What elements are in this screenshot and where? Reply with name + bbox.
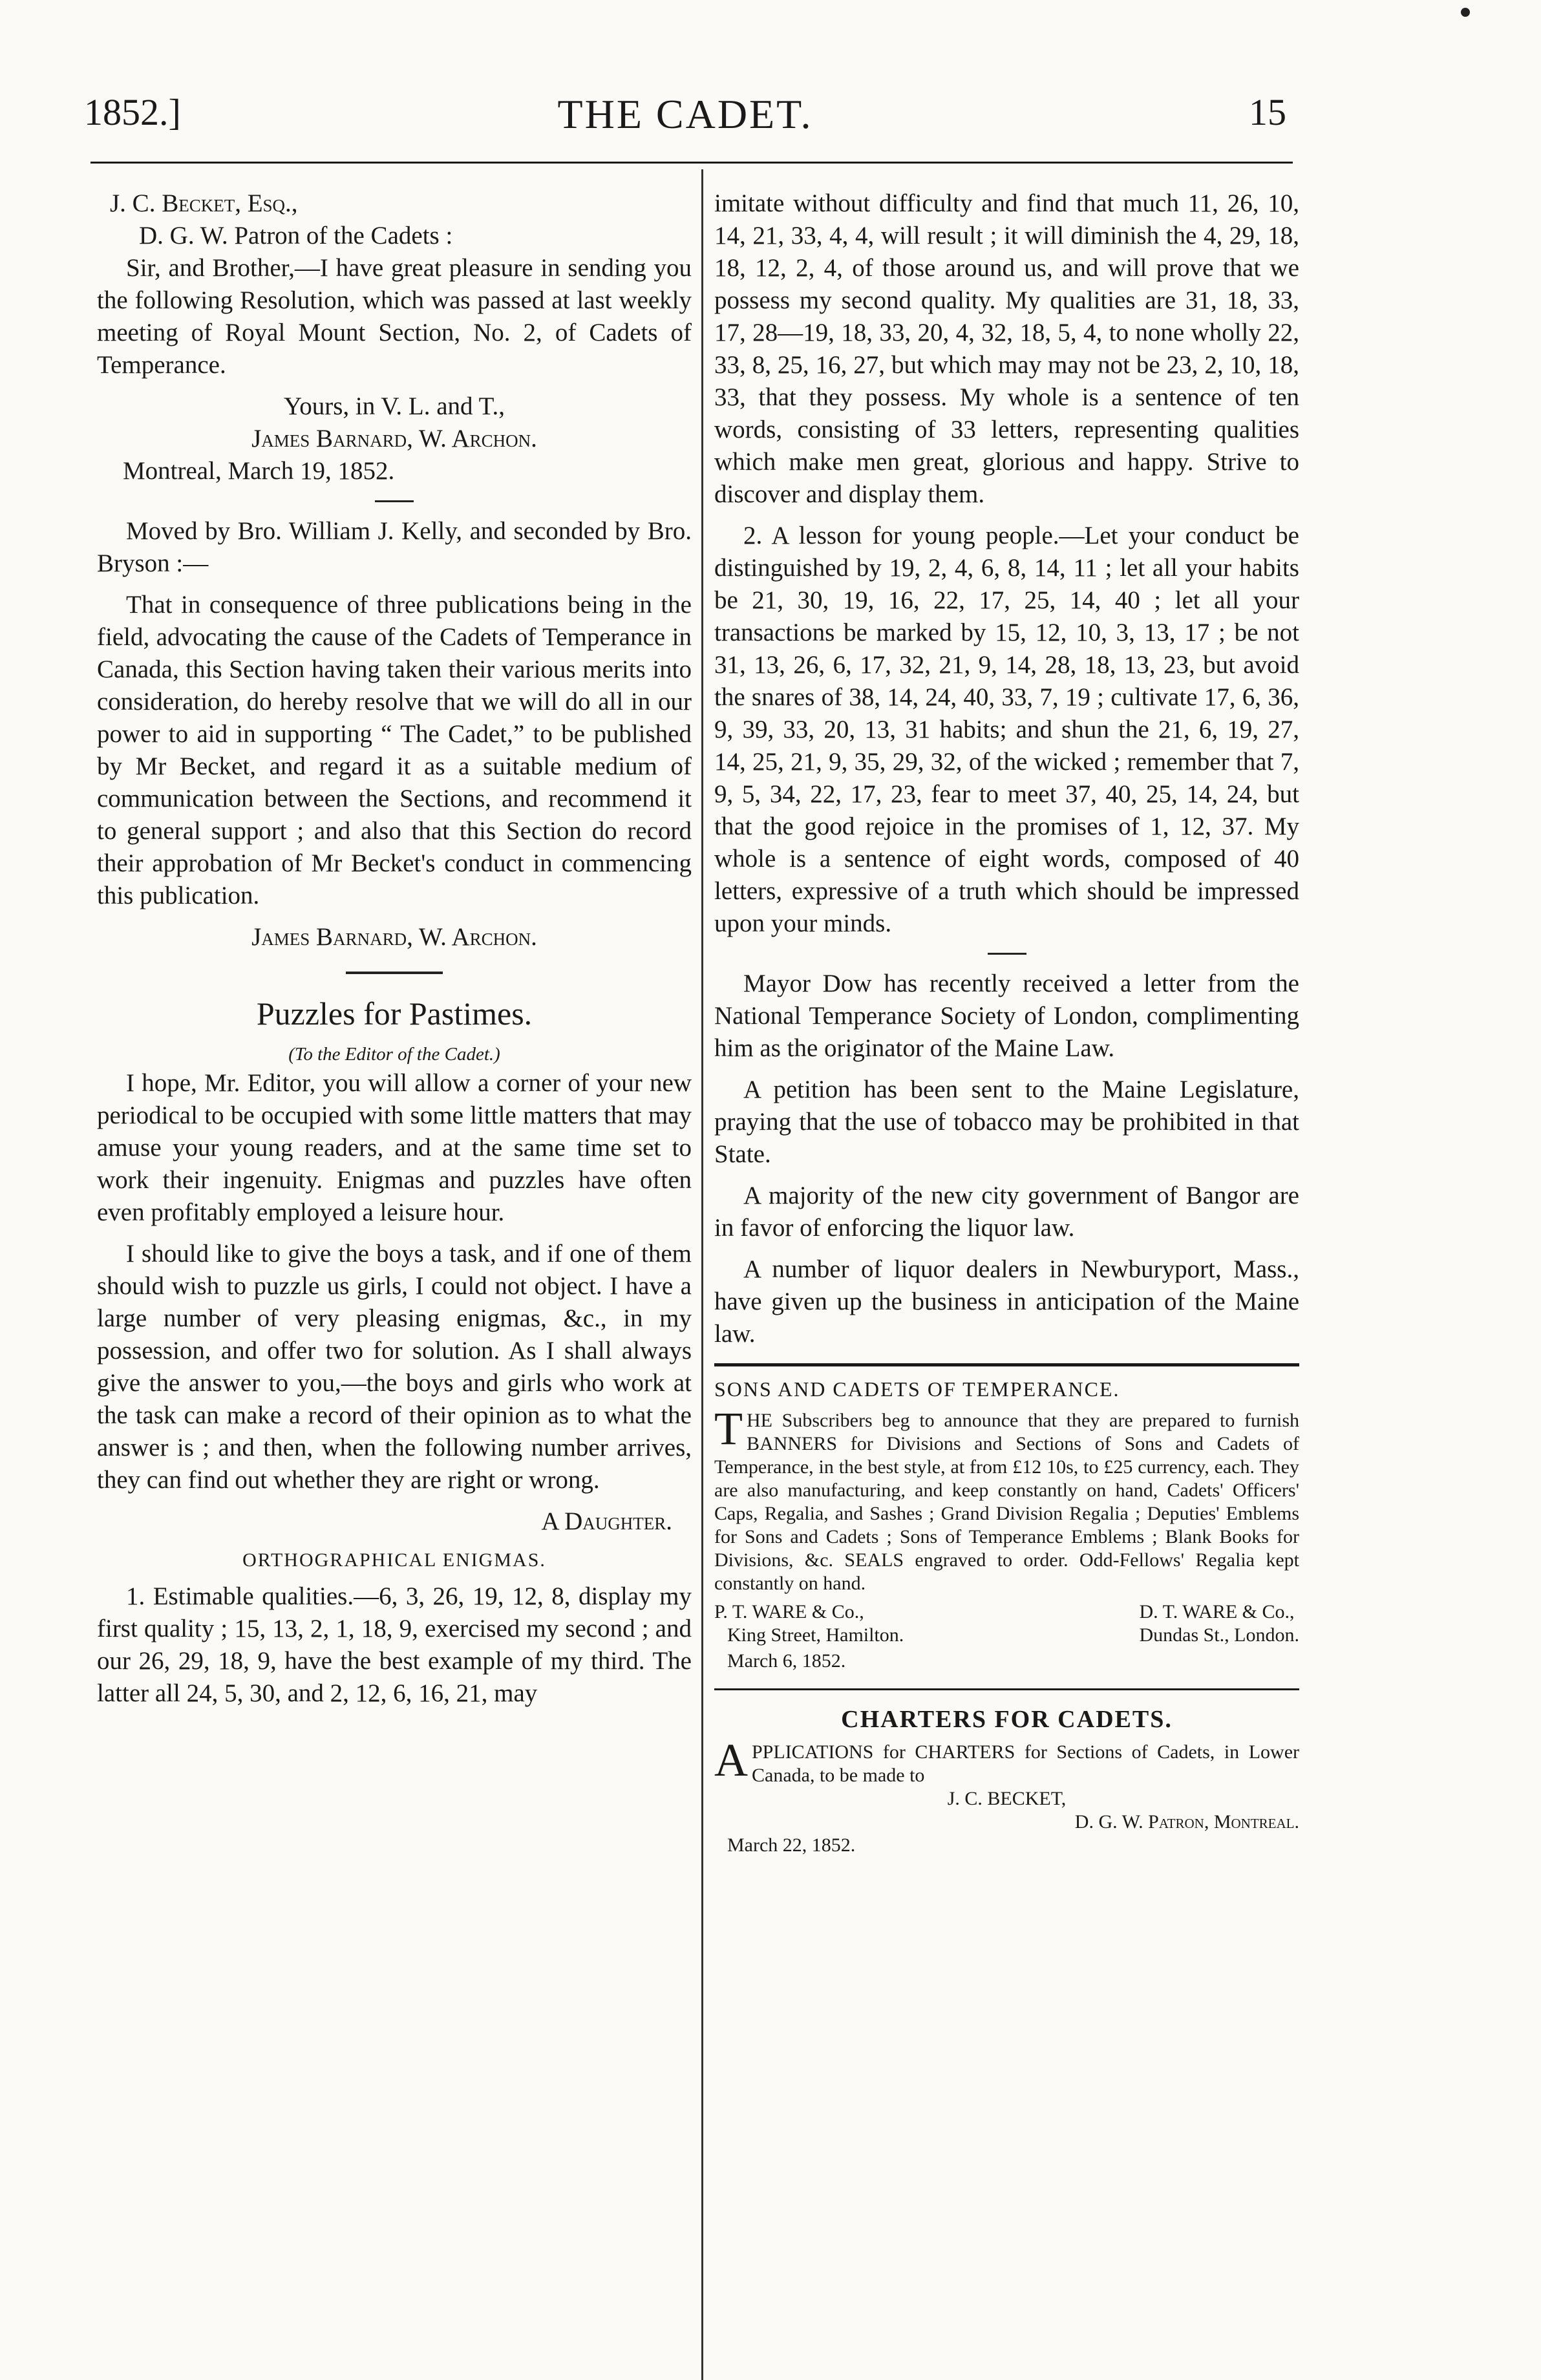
ad-sons-cadets-heading: SONS AND CADETS OF TEMPERANCE. (714, 1377, 1120, 1401)
header-rule (90, 162, 1293, 164)
ad-date: March 6, 1852. (727, 1650, 846, 1672)
news-item: A majority of the new city government of Bangor are in favor of enforcing the liquor law. (714, 1182, 1299, 1242)
advertisement-rule (714, 1688, 1299, 1690)
letter-body: Sir, and Brother,—I have great pleasure in sending you the following Resolution, which was passed at last weekly meeting of Royal Mount Section, No. 2, of Cadets of Temperance. (97, 254, 692, 379)
enigma-1-start: 1. Estimable qualities.—6, 3, 26, 19, 12, 8, display my first quality ; 15, 13, 2, 1, 18, 9, exercised my second ; and our 26, 29, 18, 9, have the best example of my third. The latter all 24, 5, 30, and 2, 12, 6, 16, 21, may (97, 1582, 692, 1707)
ad-dropcap: A (714, 1734, 748, 1786)
header-year: 1852.] (84, 91, 181, 133)
column-divider (701, 169, 703, 2380)
resolution-signature: James Barnard, W. Archon. (251, 923, 537, 951)
ad-charters-sign-2: D. G. W. Patron, Montreal. (1074, 1811, 1299, 1833)
header-page-number: 15 (1249, 91, 1286, 133)
news-item: A number of liquor dealers in Newburyport, Mass., have given up the business in anticipation of the Maine law. (714, 1255, 1299, 1348)
enigmas-heading: ORTHOGRAPHICAL ENIGMAS. (242, 1549, 546, 1571)
ad-charters-date: March 22, 1852. (727, 1834, 856, 1856)
header-title: THE CADET. (557, 91, 813, 137)
enigma-2: 2. A lesson for young people.—Let your conduct be distinguished by 19, 2, 4, 6, 8, 14, 11 ; let all your habits be 21, 30, 19, 16, 22, 17, 25, 14, 40 ; let all your transactions be marked by 15, 12, 10, 3, 13, 17 ; be not 31, 13, 26, 6, 17, 32, 21, 9, 14, 28, 18, 13, 23, but avoid the snares of 38, 14, 24, 40, 33, 7, 19 ; cultivate 17, 6, 36, 9, 39, 33, 20, 13, 31 habits; and shun the 21, 6, 19, 27, 14, 25, 21, 9, 35, 29, 32, of the wicked ; remember that 7, 9, 5, 34, 22, 17, 23, fear to meet 37, 40, 25, 14, 24, but that the good rejoice in the promises of 1, 12, 37. My whole is a sentence of eight words, composed of 40 letters, expressive of a truth which should be impressed upon your minds. (714, 522, 1299, 937)
ad-charters-text: PPLICATIONS for CHARTERS for Sections of Cadets, in Lower Canada, to be made to (752, 1741, 1299, 1786)
ad-signatures (714, 1600, 1299, 1647)
puzzles-paragraph-1: I hope, Mr. Editor, you will allow a corner of your new periodical to be occupied with some little matters that may amuse your young readers, and at the same time set to work their ingenuity. Enigmas and puzzles have often even profitably employed a leisure hour. (97, 1069, 692, 1226)
letter-addressee-1: J. C. Becket, Esq., (110, 189, 298, 217)
ad-charters-body (714, 1734, 1299, 1787)
ad-sign-left-2: King Street, Hamilton. (727, 1624, 904, 1646)
news-item: A petition has been sent to the Maine Legislature, praying that the use of tobacco may be prohibited in that State. (714, 1076, 1299, 1168)
ad-charters-sign-1: J. C. BECKET, (947, 1788, 1067, 1809)
puzzles-subtitle: (To the Editor of the Cadet.) (288, 1044, 500, 1065)
puzzles-signature: A Daughter. (541, 1507, 672, 1535)
right-column (714, 187, 1299, 1857)
letter-addressee-2: D. G. W. Patron of the Cadets : (139, 222, 453, 250)
letter-yours: Yours, in V. L. and T., (283, 392, 505, 420)
ad-body-text: HE Subscribers beg to announce that they are prepared to furnish BANNERS for Divisions and Sections of Sons and Cadets of Temperance, in the best style, at from £12 10s, to £25 currency, each. They are also manufacturing, and keep constantly on hand, Cadets' Officers' Caps, Regalia, and Sashes ; Grand Division Regalia ; Deputies' Emblems for Sons and Cadets ; Sons of Temperance Emblems ; Blank Books for Divisions, &c. SEALS engraved to order. Odd-Fellows' Regalia kept constantly on hand. (714, 1410, 1299, 1594)
resolution-moved: Moved by Bro. William J. Kelly, and seconded by Bro. Bryson :— (97, 517, 692, 577)
section-rule (346, 972, 443, 974)
page-header (84, 90, 1286, 149)
ad-sign-left-1: P. T. WARE & Co., (714, 1601, 864, 1622)
letter-signature: James Barnard, W. Archon. (251, 425, 537, 452)
puzzles-title: Puzzles for Pastimes. (256, 995, 533, 1032)
news-item: Mayor Dow has recently received a letter from the National Temperance Society of London, complimenting him as the originator of the Maine Law. (714, 970, 1299, 1062)
ad-dropcap: T (714, 1403, 743, 1454)
ad-sign-right-2: Dundas St., London. (1139, 1624, 1299, 1646)
enigma-1-continued: imitate without difficulty and find that much 11, 26, 10, 14, 21, 33, 4, 4, will result ; it will diminish the 4, 29, 18, 18, 12, 2, 4, of those around us, and will prove that we possess my second quality. My qualities are 31, 18, 33, 17, 28—19, 18, 33, 20, 4, 32, 18, 5, 4, to none wholly 22, 33, 8, 25, 16, 27, but which may may not be 23, 2, 10, 18, 33, that they possess. My whole is a sentence of ten words, consisting of 33 letters, representing qualities which make men great, glorious and happy. Strive to discover and display them. (714, 189, 1299, 508)
short-rule (375, 500, 414, 502)
puzzles-paragraph-2: I should like to give the boys a task, and if one of them should wish to puzzle us girls, I could not object. I have a large number of very pleasing enigmas, &c., in my possession, and offer two for solution. As I shall always give the answer to you,—the boys and girls who work at the task can make a record of their opinion as to what the answer is ; and then, when the following number arrives, they can find out whether they are right or wrong. (97, 1240, 692, 1494)
short-rule (988, 953, 1026, 955)
resolution-body: That in consequence of three publications being in the field, advocating the cause of the Cadets of Temperance in Canada, this Section having taken their various merits into consideration, do hereby resolve that we will do all in our power to aid in supporting “ The Cadet,” to be published by Mr Becket, and regard it as a suitable medium of communication between the Sections, and recommend it to general support ; and also that this Section do record their approbation of Mr Becket's conduct in commencing this publication. (97, 591, 692, 909)
ad-charters-title: CHARTERS FOR CADETS. (841, 1706, 1173, 1733)
left-column (97, 187, 692, 1719)
advertisement-rule (714, 1363, 1299, 1366)
ad-sons-cadets-body (714, 1403, 1299, 1595)
letter-dateline: Montreal, March 19, 1852. (123, 457, 395, 485)
ink-dot (1461, 8, 1470, 17)
ad-sign-right-1: D. T. WARE & Co., (1139, 1601, 1295, 1622)
